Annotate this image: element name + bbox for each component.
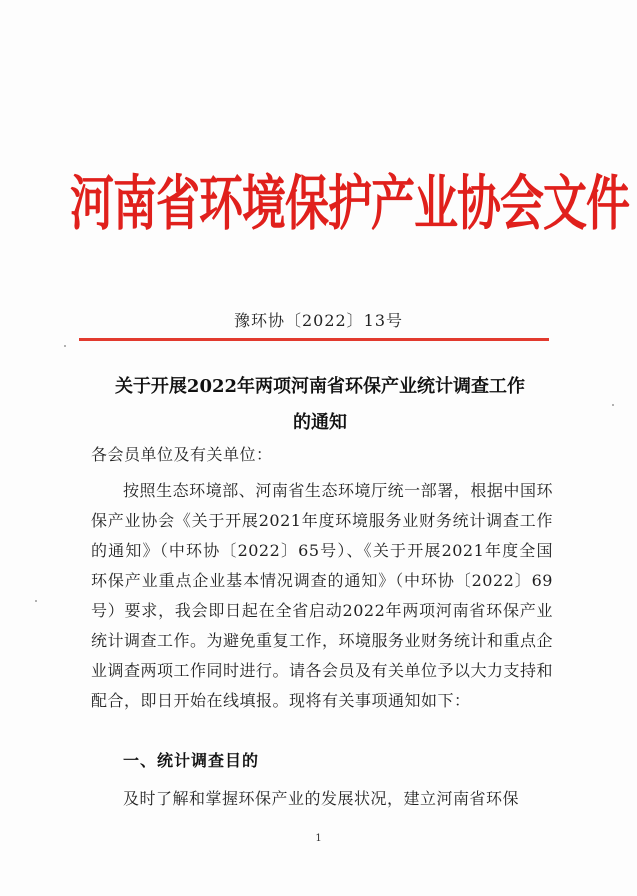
- salutation: 各会员单位及有关单位：: [91, 445, 273, 464]
- scan-speck: [612, 404, 614, 406]
- notice-title-line-2: 的通知: [293, 412, 347, 433]
- section-heading-1: 一、统计调查目的: [123, 751, 260, 770]
- body-paragraph-1: 按照生态环境部、河南省生态环境厅统一部署，根据中国环保产业协会《关于开展2021年度环境服务业财务统计调查工作的通知》（中环协〔2022〕65号）、《关于开展2021年度全国环保产业重点企业基本情况调查的通知》（中环协〔2022〕69号）要求，我会即日起在全省启动2022年两项河南省环保产业统计调查工作。为避免重复工作，环境服务业财务统计和重点企业调查两项工作同时进行。请各会员及有关单位予以大力支持和配合，即日开始在线填报。现将有关事项通知如下：: [91, 481, 554, 710]
- scan-speck: [64, 345, 66, 347]
- page-number: 1: [315, 833, 322, 844]
- body-paragraph-2: 及时了解和掌握环保产业的发展状况，建立河南省环保: [123, 789, 520, 808]
- masthead-title: 河南省环境保护产业协会文件: [70, 170, 629, 239]
- red-divider-line: [79, 338, 549, 341]
- document-number: 豫环协〔2022〕13号: [233, 311, 404, 330]
- notice-title-line-1: 关于开展2022年两项河南省环保产业统计调查工作: [114, 376, 526, 397]
- scan-speck: [35, 600, 37, 602]
